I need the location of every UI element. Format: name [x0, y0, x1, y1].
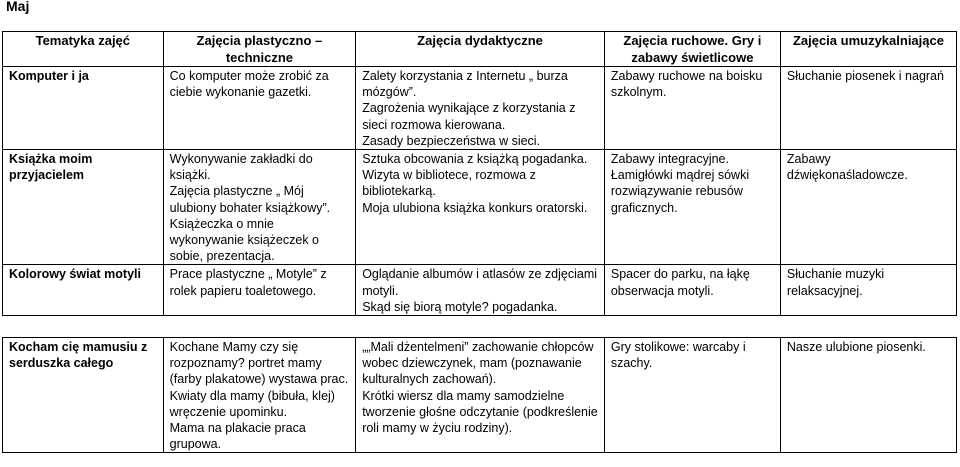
cell-line: Prace plastyczne „ Motyle” z rolek papieru toaletowego.	[169, 267, 327, 298]
header-didactic: Zajęcia dydaktyczne	[356, 32, 605, 67]
topic-cell: Kolorowy świat motyli	[3, 265, 164, 316]
cell-line: Słuchanie muzyki relaksacyjnej.	[786, 267, 885, 298]
topic-cell: Komputer i ja	[3, 67, 164, 150]
cell-line: „„Mali dżentelmeni” zachowanie chłopców wobec dziewczynek, mam (poznawanie kulturalnych zachowań).	[362, 340, 594, 387]
movement-cell	[604, 338, 780, 453]
art-cell	[163, 67, 356, 150]
header-movement: Zajęcia ruchowe. Gry i zabawy świetlicowe	[604, 32, 780, 67]
header-art: Zajęcia plastyczno – techniczne	[163, 32, 356, 67]
art-cell	[163, 338, 356, 453]
topic-cell: Kocham cię mamusiu z serduszka całego	[3, 338, 164, 453]
cell-line: Wizyta w bibliotece, rozmowa z bibliotekarką.	[362, 168, 536, 199]
cell-line: Mama na plakacie praca grupowa.	[169, 421, 306, 452]
cell-line: Wykonywanie zakładki do książki.	[169, 152, 313, 183]
cell-line: Skąd się biorą motyle? pogadanka.	[362, 299, 558, 314]
cell-line: Zabawy integracyjne.	[610, 152, 729, 167]
table-row	[3, 67, 957, 150]
cell-line: Zasady bezpieczeństwa w sieci.	[362, 133, 541, 148]
didactic-cell	[356, 338, 605, 453]
music-cell	[780, 338, 956, 453]
music-cell	[780, 150, 956, 265]
art-cell	[163, 150, 356, 265]
cell-line: Oglądanie albumów i atlasów ze zdjęciami motyli.	[362, 267, 598, 298]
cell-line: Kwiaty dla mamy (bibuła, klej) wręczenie upominku.	[169, 388, 335, 419]
didactic-cell	[356, 67, 605, 150]
cell-line: Zagrożenia wynikające z korzystania z sieci rozmowa kierowana.	[362, 101, 576, 132]
schedule-table	[2, 31, 957, 453]
cell-line: Książeczka o mnie wykonywanie książeczek o sobie, prezentacja.	[169, 216, 320, 264]
cell-line: Słuchanie piosenek i nagrań	[786, 69, 944, 83]
cell-line: Spacer do parku, na łąkę obserwacja motyli.	[610, 267, 750, 298]
table-gap	[3, 316, 957, 338]
table-row	[3, 338, 957, 453]
header-row	[3, 32, 957, 67]
cell-line: Kochane Mamy czy się rozpoznamy? portret mamy (farby plakatowe) wystawa prac.	[169, 340, 349, 387]
cell-line: Nasze ulubione piosenki.	[786, 340, 926, 355]
didactic-cell	[356, 150, 605, 265]
topic-cell: Książka moim przyjacielem	[3, 150, 164, 265]
cell-line: Zajęcia plastyczne „ Mój ulubiony bohater książkowy”.	[169, 184, 331, 215]
art-cell	[163, 265, 356, 316]
cell-line: Moja ulubiona książka konkurs oratorski.	[362, 200, 588, 215]
cell-line: Krótki wiersz dla mamy samodzielne tworzenie głośne odczytanie (podkreślenie roli mamy w życiu rodziny).	[362, 388, 598, 436]
cell-line: Łamigłówki mądrej sówki rozwiązywanie rebusów graficznych.	[610, 168, 750, 215]
cell-line: Zabawy ruchowe na boisku szkolnym.	[610, 69, 763, 100]
cell-line: Zabawy dźwiękonaśladowcze.	[786, 152, 908, 183]
movement-cell	[604, 265, 780, 316]
header-topic: Tematyka zajęć	[3, 32, 164, 67]
page-title: Maj	[6, 0, 30, 14]
movement-cell	[604, 150, 780, 265]
table-row	[3, 265, 957, 316]
cell-line: Zalety korzystania z Internetu „ burza mózgów”.	[362, 69, 568, 100]
music-cell	[780, 67, 956, 150]
cell-line: Co komputer może zrobić za ciebie wykonanie gazetki.	[169, 69, 329, 100]
movement-cell	[604, 67, 780, 150]
cell-line: Sztuka obcowania z książką pogadanka.	[362, 152, 588, 167]
table-row	[3, 150, 957, 265]
cell-line: Gry stolikowe: warcaby i szachy.	[610, 340, 746, 371]
header-music: Zajęcia umuzykalniające	[780, 32, 956, 67]
music-cell	[780, 265, 956, 316]
didactic-cell	[356, 265, 605, 316]
